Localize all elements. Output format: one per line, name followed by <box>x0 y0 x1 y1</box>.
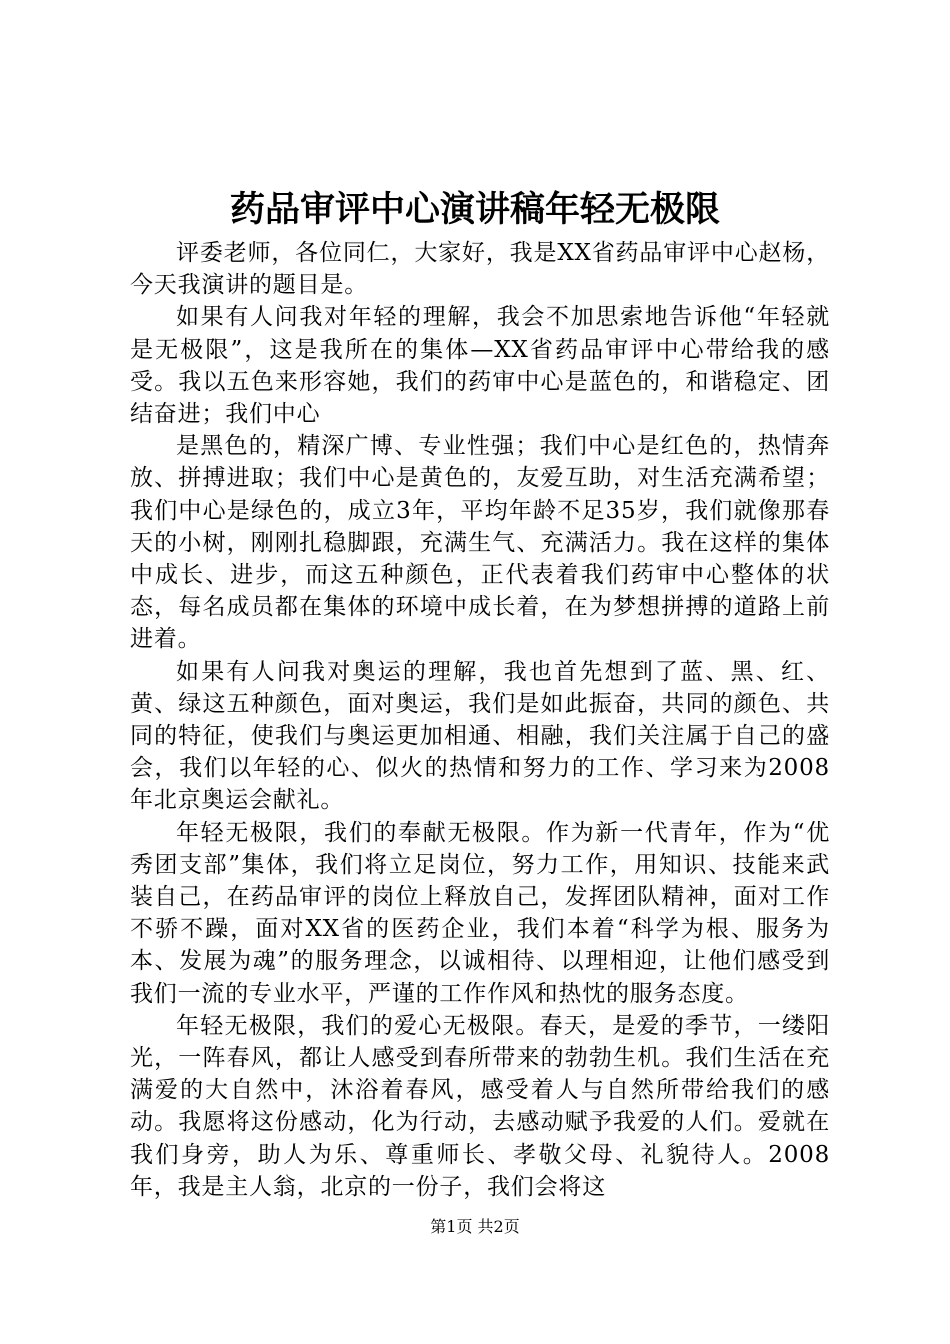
page-number-footer: 第1页 共2页 <box>430 1217 520 1236</box>
paragraph-1: 评委老师，各位同仁，大家好，我是XX省药品审评中心赵杨，今天我演讲的题目是。 <box>130 240 830 299</box>
paragraph-4: 如果有人问我对奥运的理解，我也首先想到了蓝、黑、红、黄、绿这五种颜色，面对奥运，我们是如此振奋，共同的颜色、共同的特征，使我们与奥运更加相通、相融，我们关注属于自己的盛会，我们以年轻的心、似火的热情和努力的工作、学习来为2008年北京奥运会献礼。 <box>130 658 830 814</box>
paragraph-6: 年轻无极限，我们的爱心无极限。春天，是爱的季节，一缕阳光，一阵春风，都让人感受到春所带来的勃勃生机。我们生活在充满爱的大自然中，沐浴着春风，感受着人与自然所带给我们的感动。我愿将这份感动，化为行动，去感动赋予我爱的人们。爱就在我们身旁，助人为乐、尊重师长、孝敬父母、礼貌待人。2008年，我是主人翁，北京的一份子，我们会将这 <box>130 1012 830 1200</box>
paragraph-2: 如果有人问我对年轻的理解，我会不加思索地告诉他“年轻就是无极限”，这是我所在的集体—XX省药品审评中心带给我的感受。我以五色来形容她，我们的药审中心是蓝色的，和谐稳定、团结奋进；我们中心 <box>130 304 830 428</box>
document-body <box>130 237 830 1203</box>
paragraph-3: 是黑色的，精深广博、专业性强；我们中心是红色的，热情奔放、拼搏进取；我们中心是黄色的，友爱互助，对生活充满希望；我们中心是绿色的，成立3年，平均年龄不足35岁，我们就像那春天的小树，刚刚扎稳脚跟，充满生气、充满活力。我在这样的集体中成长、进步，而这五种颜色，正代表着我们药审中心整体的状态，每名成员都在集体的环境中成长着，在为梦想拼搏的道路上前进着。 <box>130 433 830 653</box>
document-title: 药品审评中心演讲稿年轻无极限 <box>229 190 720 230</box>
paragraph-5: 年轻无极限，我们的奉献无极限。作为新一代青年，作为“优秀团支部”集体，我们将立足岗位，努力工作，用知识、技能来武装自己，在药品审评的岗位上释放自己，发挥团队精神，面对工作不骄不躁，面对XX省的医药企业，我们本着“科学为根、服务为本、发展为魂”的服务理念，以诚相待、以理相迎，让他们感受到我们一流的专业水平，严谨的工作作风和热忱的服务态度。 <box>130 819 830 1007</box>
